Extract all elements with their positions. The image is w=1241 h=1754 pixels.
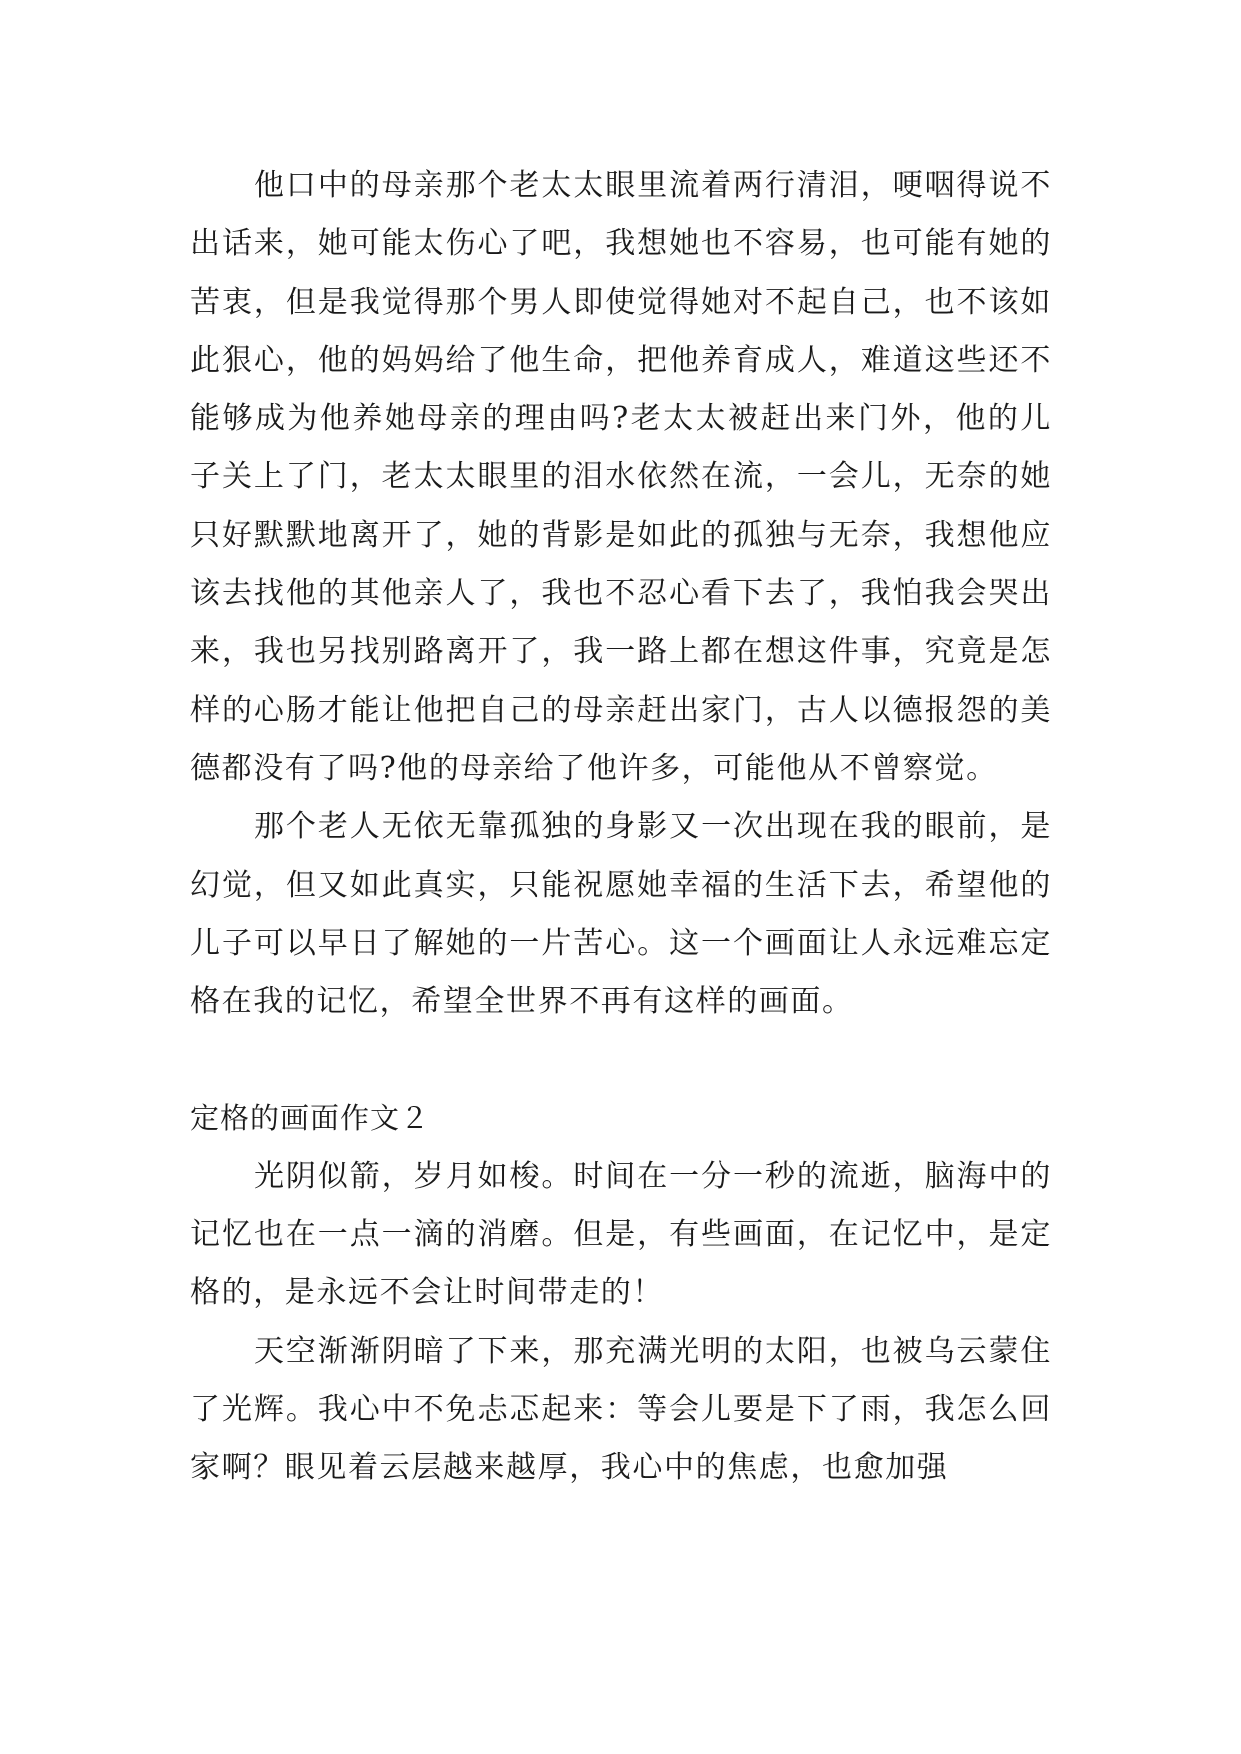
paragraph: 那个老人无依无靠孤独的身影又一次出现在我的眼前，是幻觉，但又如此真实，只能祝愿她幸福的生活下去，希望他的儿子可以早日了解她的一片苦心。这一个画面让人永远难忘定格在我的记忆，希望全世界不再有这样的画面。 xyxy=(190,809,1052,1020)
paragraph: 光阴似箭，岁月如梭。时间在一分一秒的流逝，脑海中的记忆也在一点一滴的消磨。但是，有些画面，在记忆中，是定格的，是永远不会让时间带走的！ xyxy=(190,1158,1052,1311)
document-body xyxy=(190,157,1052,1498)
paragraph: 天空渐渐阴暗了下来，那充满光明的太阳，也被乌云蒙住了光辉。我心中不免忐忑起来：等会儿要是下了雨，我怎么回家啊？眼见着云层越来越厚，我心中的焦虑，也愈加强 xyxy=(190,1333,1052,1486)
section-title: 定格的画面作文２ xyxy=(190,1101,431,1136)
paragraph: 他口中的母亲那个老太太眼里流着两行清泪，哽咽得说不出话来，她可能太伤心了吧，我想她也不容易，也可能有她的苦衷，但是我觉得那个男人即使觉得她对不起自己，也不该如此狠心，他的妈妈给了他生命，把他养育成人，难道这些还不能够成为他养她母亲的理由吗?老太太被赶出来门外，他的儿子关上了门，老太太眼里的泪水依然在流，一会儿，无奈的她只好默默地离开了，她的背影是如此的孤独与无奈，我想他应该去找他的其他亲人了，我也不忍心看下去了，我怕我会哭出来，我也另找别路离开了，我一路上都在想这件事，究竟是怎样的心肠才能让他把自己的母亲赶出家门，古人以德报怨的美德都没有了吗?他的母亲给了他许多，可能他从不曾察觉。 xyxy=(190,168,1052,786)
